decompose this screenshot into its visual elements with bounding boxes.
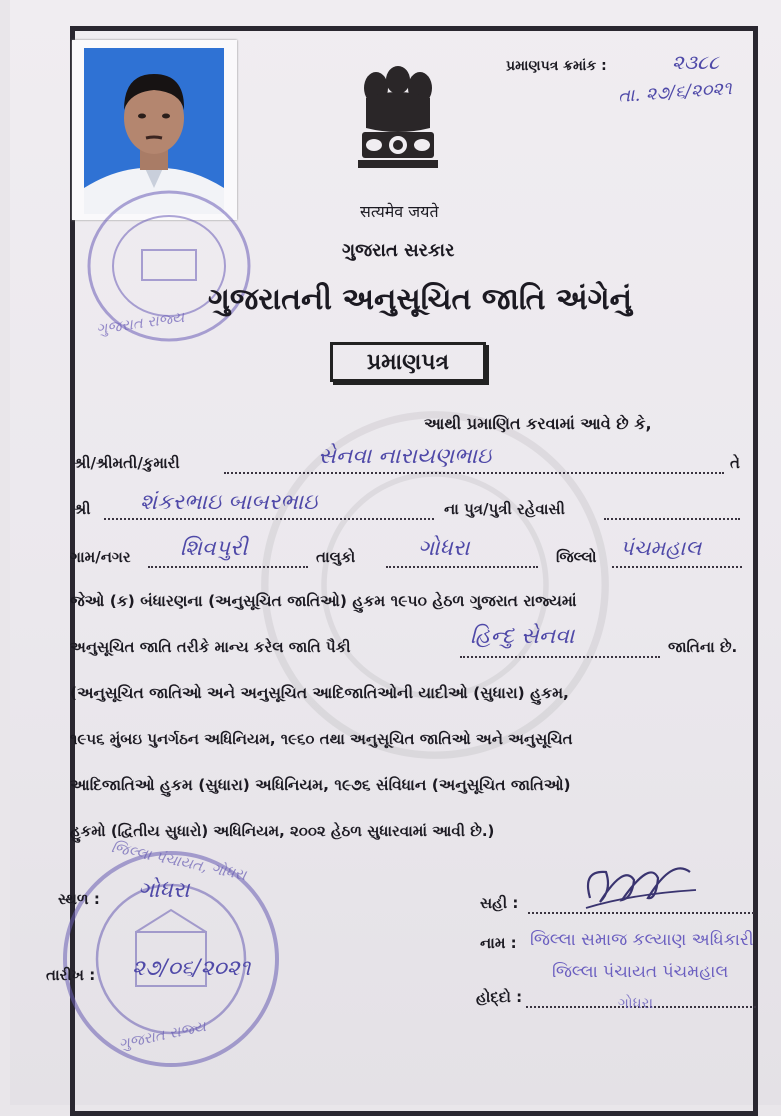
post-label: હોદ્દો :: [476, 988, 523, 1006]
taluka-label: તાલુકો: [316, 548, 356, 566]
signature-label: સહી :: [480, 894, 519, 912]
officer-name-label: નામ :: [480, 934, 517, 952]
certificate-date-value: તા. ૨૭/૬/૨૦૨૧: [617, 78, 733, 107]
name-line-end: તે: [730, 454, 740, 472]
name-label: શ્રી/શ્રીમતી/કુમારી: [74, 454, 180, 472]
caste-value: હિન્દુ સેનવા: [470, 624, 575, 649]
intro-text: આથી પ્રમાણિત કરવામાં આવે છે કે,: [424, 414, 652, 433]
place-label: સ્થળ :: [58, 890, 100, 908]
taluka-value: ગોધરા: [418, 536, 470, 561]
place-value: ગોધરા: [138, 878, 190, 903]
village-label: ગામ/નગર: [70, 548, 131, 566]
name-dotted-line: [224, 472, 724, 474]
father-name: શંકરભાઇ બાબરભાઇ: [140, 490, 318, 515]
certificate-title: ગુજરાતની અનુસૂચિત જાતિ અંગેનું: [208, 282, 632, 317]
officer-signature: [572, 850, 702, 920]
body-line-9: હુકમો (દ્વિતીય સુધારો) અધિનિયમ, ૨૦૦૨ હેઠળ સુધારવામાં આવી છે.): [70, 822, 495, 840]
body-line-6: (અનુસૂચિત જાતિઓ અને અનુસૂચિત આદિજાતિઓની યાદીઓ (સુધારા) હુકમ,: [70, 684, 569, 702]
office-seal-text-bottom: ગુજરાત રાજ્ય: [117, 1016, 208, 1054]
certificate-number-label: પ્રમાણપત્ર ક્રમાંક :: [506, 58, 607, 74]
father-dotted-line: [104, 518, 434, 520]
officer-designation-1: જિલ્લા સમાજ કલ્યાણ અધિકારી: [530, 930, 754, 950]
applicant-name: સેનવા નારાયણભાઇ: [318, 444, 492, 469]
village-dotted-line: [148, 566, 308, 568]
date-label: તારીખ :: [46, 966, 96, 984]
national-motto: सत्यमेव जयते: [360, 202, 439, 221]
body-line-5b: જાતિના છે.: [668, 638, 738, 656]
officer-designation-2: જિલ્લા પંચાયત પંચમહાલ: [552, 962, 729, 982]
government-name: ગુજરાત સરકાર: [342, 240, 455, 261]
village-value: શિવપુરી: [180, 536, 248, 561]
district-label: જિલ્લો: [556, 548, 597, 566]
body-line-5a: અનુસૂચિત જાતિ તરીકે માન્ય કરેલ જાતિ પૈકી: [70, 638, 351, 656]
body-line-7: ૧૯૫૬ મુંબઇ પુનર્ગઠન અધિનિયમ, ૧૯૬૦ તથા અનુસૂચિત જાતિઓ અને અનુસૂચિત: [70, 730, 573, 748]
district-value: પંચમહાલ: [620, 536, 702, 560]
certificate-number-value: ૨૩૮૮: [672, 50, 720, 74]
national-emblem: [356, 56, 440, 192]
date-value: ૨૭/૦૬/૨૦૨૧: [132, 956, 251, 981]
photo-seal-text: ગુજરાત રાજ્ય: [95, 307, 186, 339]
caste-dotted-line: [460, 656, 660, 658]
district-dotted-line: [612, 566, 742, 568]
office-seal-text: જિલ્લા પંચાયત, ગોધરા: [109, 837, 248, 885]
certificate-box-title: પ્રમાણપત્ર: [330, 342, 486, 382]
residence-dotted-line: [604, 518, 740, 520]
father-label: શ્રી: [74, 500, 91, 518]
taluka-dotted-line: [386, 566, 538, 568]
body-line-4: જેઓ (ક) બંધારણના (અનુસૂચિત જાતિઓ) હુકમ ૧૯૫૦ હેઠળ ગુજરાત રાજ્યમાં: [70, 592, 577, 610]
post-value: ગોધરા: [618, 994, 654, 1012]
father-suffix: ના પુત્ર/પુત્રી રહેવાસી: [444, 500, 565, 518]
body-line-8: આદિજાતિઓ હુકમ (સુધારા) અધિનિયમ, ૧૯૭૬ સંવિધાન (અનુસૂચિત જાતિઓ): [70, 776, 571, 794]
